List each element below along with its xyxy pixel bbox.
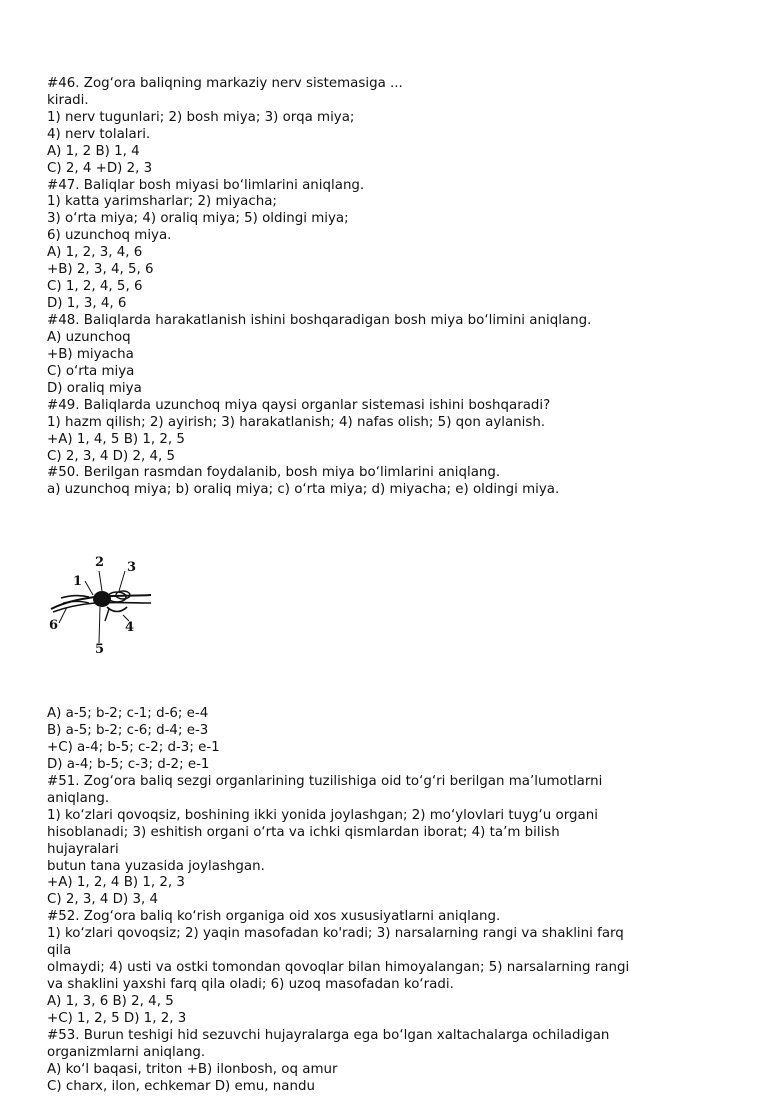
text-line: A) uzunchoq (47, 329, 131, 345)
text-line: +C) a-4; b-5; c-2; d-3; e-1 (47, 739, 220, 755)
text-line: D) a-4; b-5; c-3; d-2; e-1 (47, 756, 210, 772)
text-line: #48. Baliqlarda harakatlanish ishini boshqaradigan bosh miya bo‘limini aniqlang. (47, 313, 592, 329)
text-line: #53. Burun teshigi hid sezuvchi hujayralarga ega bo‘lgan xaltachalarga ochiladigan (47, 1027, 610, 1043)
text-line: C) charx, ilon, echkemar D) emu, nandu (47, 1078, 315, 1094)
text-line: A) 1, 2 B) 1, 4 (47, 143, 140, 159)
text-line: #47. Baliqlar bosh miyasi bo‘limlarini aniqlang. (47, 177, 365, 193)
text-line: C) 1, 2, 4, 5, 6 (47, 279, 143, 295)
text-line: +A) 1, 4, 5 B) 1, 2, 5 (47, 431, 185, 447)
text-line: #51. Zog‘ora baliq sezgi organlarining tuzilishiga oid to‘g‘ri berilgan ma’lumotlarni (47, 773, 603, 789)
text-line: A) 1, 3, 6 B) 2, 4, 5 (47, 994, 174, 1009)
text-line: A) a-5; b-2; c-1; d-6; e-4 (47, 706, 209, 722)
text-line: qila (47, 943, 72, 959)
fish-brain-diagram (47, 551, 153, 653)
text-line: D) 1, 3, 4, 6 (47, 296, 127, 312)
text-line: 3) o‘rta miya; 4) oraliq miya; 5) oldingi miya; (47, 211, 349, 227)
text-line: #52. Zog‘ora baliq ko‘rish organiga oid xos xususiyatlarni aniqlang. (47, 909, 501, 925)
text-line: D) oraliq miya (47, 380, 142, 396)
text-line: 6) uzunchoq miya. (47, 228, 172, 244)
text-line: organizmlarni aniqlang. (47, 1044, 206, 1060)
text-line: C) o‘rta miya (47, 363, 135, 379)
text-line: butun tana yuzasida joylashgan. (47, 858, 265, 874)
text-line: olmaydi; 4) usti va ostki tomondan qovoqlar bilan himoyalangan; 5) narsalarning rangi (47, 960, 630, 976)
text-block-top (47, 76, 737, 499)
text-line: +B) miyacha (47, 346, 134, 362)
text-line: 1) hazm qilish; 2) ayirish; 3) harakatlanish; 4) nafas olish; 5) qon aylanish. (47, 414, 546, 430)
text-block-bottom (47, 706, 737, 1096)
text-line: #46. Zog‘ora baliqning markaziy nerv sistemasiga ... (47, 75, 403, 91)
text-line: va shaklini yaxshi farq qila oladi; 6) uzoq masofadan ko‘radi. (47, 977, 454, 993)
text-line: 1) ko‘zlari qovoqsiz; 2) yaqin masofadan ko'radi; 3) narsalarning rangi va shaklini farq (47, 926, 624, 942)
text-line: a) uzunchoq miya; b) oraliq miya; c) o‘rta miya; d) miyacha; e) oldingi miya. (47, 482, 560, 498)
text-line: hisoblanadi; 3) eshitish organi o‘rta va ichki qismlardan iborat; 4) ta’m bilish (47, 824, 560, 840)
text-line: +B) 2, 3, 4, 5, 6 (47, 262, 154, 278)
figure-label-2: 2 (95, 555, 105, 571)
text-line: #49. Baliqlarda uzunchoq miya qaysi organlar sistemasi ishini boshqaradi? (47, 397, 551, 413)
fish-brain-figure (47, 551, 153, 653)
figure-label-4: 4 (125, 620, 135, 636)
text-line: B) a-5; b-2; c-6; d-4; e-3 (47, 723, 209, 738)
figure-label-6: 6 (49, 618, 59, 634)
text-line: +C) 1, 2, 5 D) 1, 2, 3 (47, 1010, 187, 1026)
text-line: +A) 1, 2, 4 B) 1, 2, 3 (47, 875, 185, 891)
text-line: A) ko‘l baqasi, triton +B) ilonbosh, oq amur (47, 1061, 338, 1077)
document-page (47, 42, 737, 1113)
text-line: C) 2, 3, 4 D) 2, 4, 5 (47, 448, 176, 464)
figure-label-3: 3 (127, 560, 137, 576)
text-line: 1) nerv tugunlari; 2) bosh miya; 3) orqa miya; (47, 109, 355, 125)
text-line: C) 2, 4 +D) 2, 3 (47, 160, 153, 176)
text-line: C) 2, 3, 4 D) 3, 4 (47, 892, 159, 908)
figure-label-5: 5 (95, 642, 105, 654)
figure-label-1: 1 (73, 574, 83, 590)
text-line: #50. Berilgan rasmdan foydalanib, bosh miya bo‘limlarini aniqlang. (47, 465, 501, 481)
text-line: A) 1, 2, 3, 4, 6 (47, 245, 143, 261)
text-line: 1) katta yarimsharlar; 2) miyacha; (47, 194, 277, 210)
text-line: 1) ko‘zlari qovoqsiz, boshining ikki yonida joylashgan; 2) mo‘ylovlari tuyg‘u organi (47, 807, 598, 823)
text-line: aniqlang. (47, 790, 110, 806)
text-line: 4) nerv tolalari. (47, 126, 151, 142)
text-line: kiradi. (47, 92, 89, 108)
text-line: hujayralari (47, 841, 119, 857)
